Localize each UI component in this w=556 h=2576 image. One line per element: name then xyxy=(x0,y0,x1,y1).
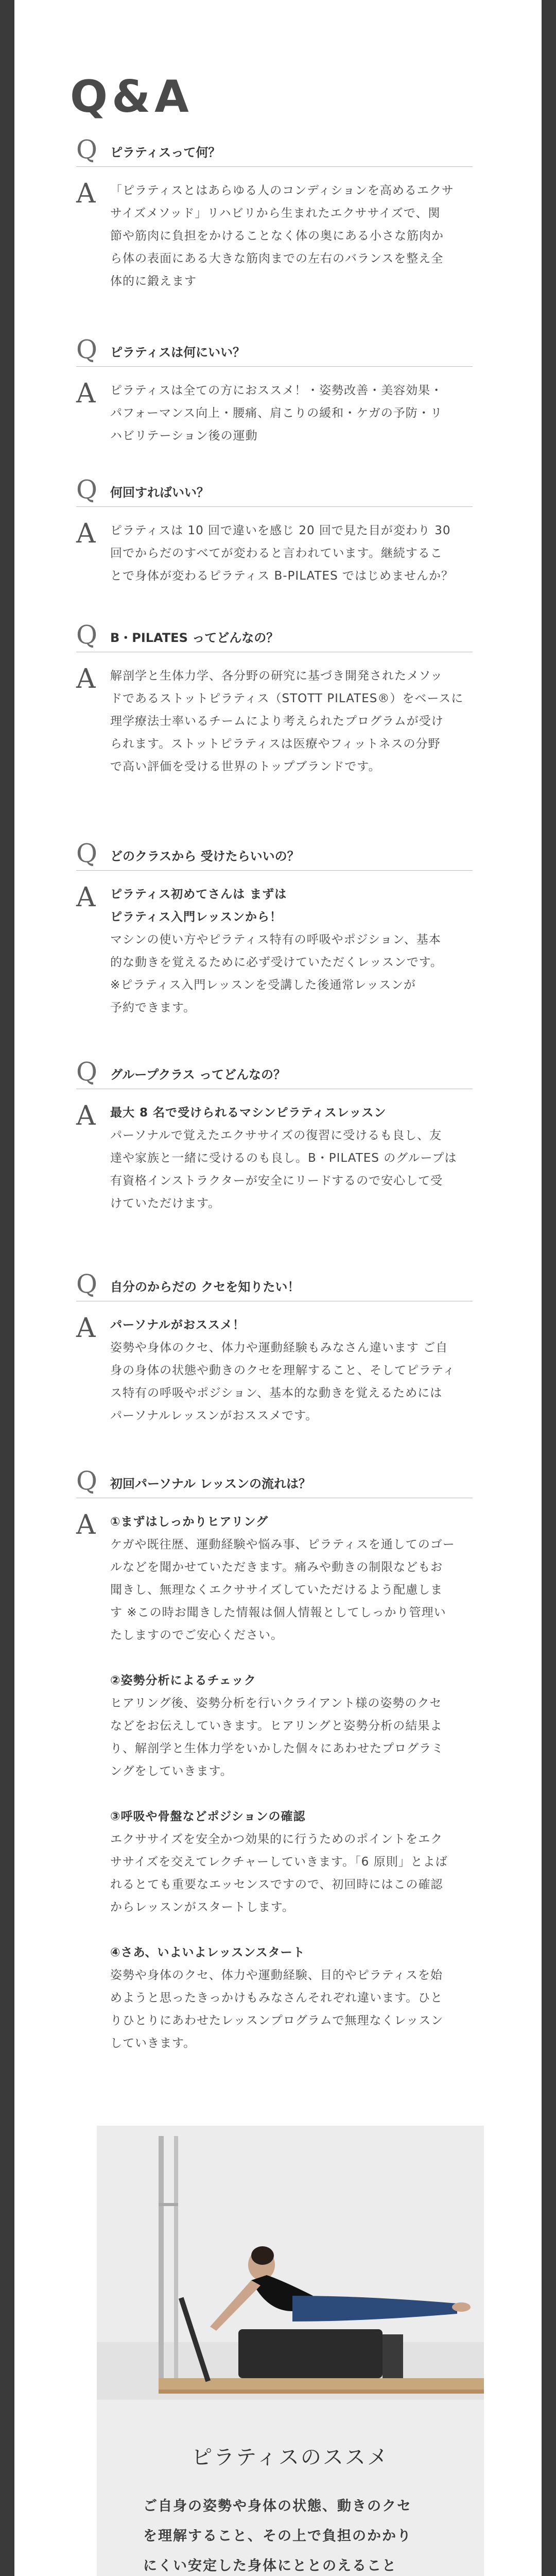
a-mark: A xyxy=(76,664,96,694)
answer-line: けていただけます。 xyxy=(110,1197,221,1210)
question-row[interactable] xyxy=(76,1057,473,1089)
question-text: 何回すればいい？ xyxy=(110,485,209,500)
a-mark: A xyxy=(76,882,96,913)
a-mark: A xyxy=(76,1100,96,1131)
panel-body xyxy=(143,2492,462,2576)
question-text: ピラティスって何？ xyxy=(110,145,221,160)
answer-headline: 最大 8 名で受けられるマシンピラティスレッスン xyxy=(110,1106,387,1120)
answer-row xyxy=(76,379,473,447)
answer-line: 的な動きを覚えるために必ず受けていただくレッスンです。 xyxy=(110,956,443,969)
pilates-recommendation-panel xyxy=(97,2126,484,2576)
pilates-illustration xyxy=(97,2126,484,2400)
answer-line: られます。ストットピラティスは医療やフィットネスの分野 xyxy=(110,737,441,751)
answer-line: パーソナルレッスンがおススメです。 xyxy=(110,1409,318,1422)
q-mark: Q xyxy=(76,1269,97,1299)
panel-line: ご自身の姿勢や身体の状態、動きのクセ xyxy=(143,2498,412,2514)
step-line: ルなどを聞かせていただきます。痛みや動きの制限などもお xyxy=(110,1561,443,1574)
answer-row xyxy=(76,519,473,587)
a-mark: A xyxy=(76,518,96,549)
step-title: ③呼吸や骨盤などポジションの確認 xyxy=(110,1810,306,1823)
answer-body xyxy=(110,665,473,778)
panel-line: にくい安定した身体にととのえること xyxy=(143,2558,397,2574)
step-line: れるとても重要なエッセンスですので、初回時にはこの確認 xyxy=(110,1878,443,1891)
qa-item-1 xyxy=(76,135,473,293)
step-line: りひとりにあわせたレッスンプログラムで無理なくレッスン xyxy=(110,2014,444,2027)
answer-headline: パーソナルがおススメ！ xyxy=(110,1318,245,1332)
answer-row xyxy=(76,665,473,778)
qa-item-5 xyxy=(76,839,473,1019)
answer-line: 理学療法士率いるチームにより考えられたプログラムが受け xyxy=(110,715,444,728)
answer-line: パーソナルで覚えたエクササイズの復習に受けるも良し、友 xyxy=(110,1129,442,1142)
answer-body xyxy=(110,1314,473,1427)
answer-line: 予約できます。 xyxy=(110,1001,196,1014)
panel-line: を理解すること、その上で負担のかかり xyxy=(143,2528,412,2544)
answer-body xyxy=(110,179,473,293)
a-mark: A xyxy=(76,1510,96,1540)
question-row[interactable] xyxy=(76,1466,473,1498)
question-row[interactable] xyxy=(76,335,473,367)
answer-line: で高い評価を受ける世界のトップブランドです。 xyxy=(110,760,381,773)
answer-line: ピラティスは全ての方におススメ！・姿勢改善・美容効果・ xyxy=(110,384,443,397)
qa-item-7 xyxy=(76,1269,473,1427)
step-line: 聞きし、無理なくエクササイズしていただけるよう配慮しま xyxy=(110,1583,443,1597)
answer-body xyxy=(110,883,473,1019)
qa-item-3 xyxy=(76,475,473,587)
qa-item-2 xyxy=(76,335,473,447)
answer-line: 有資格インストラクターが安全にリードするので安心して受 xyxy=(110,1174,443,1188)
answer-line: ス特有の呼吸やポジション、基本的な動きを覚えるためには xyxy=(110,1386,443,1400)
step-line: り、解剖学と生体力学をいかした個々にあわせたプログラミ xyxy=(110,1742,444,1755)
answer-line: マシンの使い方やピラティス特有の呼吸やポジション、基本 xyxy=(110,933,441,946)
answer-line: とで身体が変わるピラティス B-PILATES ではじめませんか？ xyxy=(110,569,454,583)
page-title: Q&A xyxy=(70,71,193,123)
question-text: どのクラスから 受けたらいいの？ xyxy=(110,849,300,863)
step-line: たしますのでご安心ください。 xyxy=(110,1629,283,1642)
answer-row xyxy=(76,1314,473,1427)
step-title: ①まずはしっかりヒアリング xyxy=(110,1515,269,1529)
answer-row xyxy=(76,883,473,1019)
answer-row xyxy=(76,179,473,293)
answer-line: 節や筋肉に負担をかけることなく体の奥にある小さな筋肉か xyxy=(110,229,444,243)
a-mark: A xyxy=(76,378,96,409)
answer-line: ドであるストットピラティス（STOTT PILATES®）をベースに xyxy=(110,692,464,705)
answer-row xyxy=(76,1511,473,2055)
answer-body xyxy=(110,1511,473,2055)
answer-line: ハビリテーション後の運動 xyxy=(110,429,258,443)
step-line: からレッスンがスタートします。 xyxy=(110,1901,294,1914)
answer-line: 「ピラティスとはあらゆる人のコンディションを高めるエクサ xyxy=(110,184,454,197)
step-line: などをお伝えしていきます。ヒアリングと姿勢分析の結果よ xyxy=(110,1719,443,1733)
answer-headline: ピラティス初めてさんは まずは xyxy=(110,888,287,901)
answer-line: ピラティスは 10 回で違いを感じ 20 回で見た目が変わり 30 xyxy=(110,524,451,537)
q-mark: Q xyxy=(76,620,97,650)
question-row[interactable] xyxy=(76,475,473,507)
step-line: めようと思ったきっかけもみなさんそれぞれ違います。ひと xyxy=(110,1991,443,2005)
qa-item-6 xyxy=(76,1057,473,1215)
page xyxy=(14,0,542,2576)
answer-line: サイズメソッド」リハビリから生まれたエクササイズで、関 xyxy=(110,207,441,220)
q-mark: Q xyxy=(76,334,97,364)
answer-line: ら体の表面にある大きな筋肉までの左右のバランスを整え全 xyxy=(110,252,444,265)
question-row[interactable] xyxy=(76,135,473,167)
question-row[interactable] xyxy=(76,839,473,871)
question-text: 初回パーソナル レッスンの流れは？ xyxy=(110,1477,311,1491)
answer-row xyxy=(76,1101,473,1215)
answer-line: パフォーマンス向上・腰痛、肩こりの緩和・ケガの予防・リ xyxy=(110,406,443,420)
pilates-photo xyxy=(97,2126,484,2400)
answer-body xyxy=(110,519,473,587)
answer-body xyxy=(110,1101,473,1215)
step-line: エクササイズを安全かつ効果的に行うためのポイントをエク xyxy=(110,1833,443,1846)
question-text: 自分のからだの クセを知りたい！ xyxy=(110,1280,300,1294)
panel-title: ピラティスのススメ xyxy=(192,2446,389,2469)
step-line: ングをしていきます。 xyxy=(110,1765,233,1778)
answer-line: 達や家族と一緒に受けるのも良し。B・PILATES のグループは xyxy=(110,1151,457,1165)
step-line: 姿勢や身体のクセ、体力や運動経験、目的やピラティスを始 xyxy=(110,1969,443,1982)
step-line: ササイズを交えてレクチャーしていきます。「6 原則」とよば xyxy=(110,1855,448,1869)
question-text: ピラティスは何にいい？ xyxy=(110,345,246,360)
answer-line: 身の身体の状態や動きのクセを理解すること、そしてピラティ xyxy=(110,1364,456,1377)
step-line: ヒアリング後、姿勢分析を行いクライアント様の姿勢のクセ xyxy=(110,1697,442,1710)
q-mark: Q xyxy=(76,1057,97,1087)
answer-line: 体的に鍛えます xyxy=(110,275,197,288)
question-text: グループクラス ってどんなの？ xyxy=(110,1067,286,1082)
question-row[interactable] xyxy=(76,620,473,652)
answer-line: 姿勢や身体のクセ、体力や運動経験もみなさん違います ご自 xyxy=(110,1341,448,1354)
q-mark: Q xyxy=(76,134,97,164)
step-title: ②姿勢分析によるチェック xyxy=(110,1674,256,1687)
a-mark: A xyxy=(76,178,96,209)
step-line: ケガや既往歴、運動経験や悩み事、ピラティスを通してのゴー xyxy=(110,1538,455,1551)
step-line: していきます。 xyxy=(110,2037,196,2050)
a-mark: A xyxy=(76,1313,96,1344)
q-mark: Q xyxy=(76,474,97,504)
step-line: す ※この時お聞きした情報は個人情報としてしっかり管理い xyxy=(110,1606,446,1619)
answer-body xyxy=(110,379,473,447)
answer-line: 解剖学と生体力学、各分野の研究に基づき開発されたメソッ xyxy=(110,669,443,683)
answer-line: ※ピラティス入門レッスンを受講した後通常レッスンが xyxy=(110,978,416,992)
question-text: B・PILATES ってどんなの？ xyxy=(110,631,279,645)
qa-item-8 xyxy=(76,1466,473,2055)
q-mark: Q xyxy=(76,838,97,868)
question-row[interactable] xyxy=(76,1269,473,1301)
answer-headline: ピラティス入門レッスンから！ xyxy=(110,910,282,924)
step-title: ④さあ、いよいよレッスンスタート xyxy=(110,1946,305,1959)
answer-line: 回でからだのすべてが変わると言われています。継続するこ xyxy=(110,547,443,560)
q-mark: Q xyxy=(76,1466,97,1496)
qa-item-4 xyxy=(76,620,473,778)
